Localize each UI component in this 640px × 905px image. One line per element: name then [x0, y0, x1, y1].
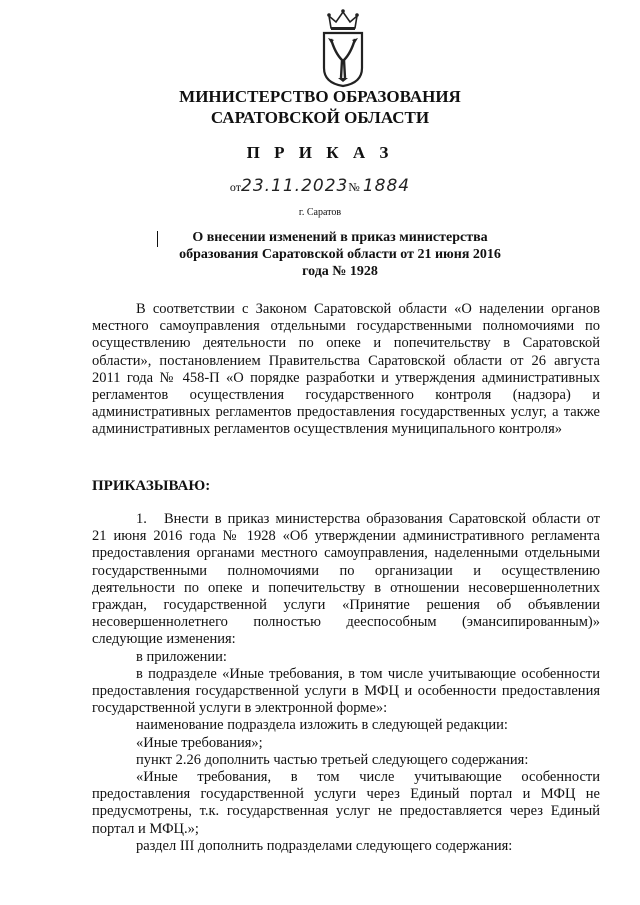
order-word: ПРИКАЗЫВАЮ:	[92, 478, 211, 494]
paragraph-rename: наименование подраздела изложить в следующей редакции:	[136, 717, 508, 734]
order-number: 1884	[362, 176, 411, 196]
item-1-text: Внести в приказ министерства образования Саратовской области от 21 июня 2016 года № 1928 «Об утверждении административного регламента предоставления органами местного самоуправления, наделенными отдельными государственными полномочиями по организации и осуществлению деятельности по опеке и попечительству в отношении несовершеннолетних граждан, государственной услуги «Принятие решения об объявлении несовершеннолетнего полностью дееспособным (эмансипированным)» следующие изменения:	[92, 511, 600, 648]
order-date: 23.11.2023	[241, 176, 349, 196]
paragraph-subsection: в подразделе «Иные требования, в том числе учитывающие особенности предоставления государственной услуги в МФЦ и особенности предоставления государственной услуги в электронной форме»:	[92, 665, 600, 717]
paragraph-new-name: «Иные требования»;	[136, 734, 263, 751]
number-prefix: №	[348, 180, 360, 194]
ministry-name	[0, 86, 640, 128]
order-title: П Р И К А З	[246, 143, 394, 162]
paragraph-quote: «Иные требования, в том числе учитывающие особенности предоставления государственной услуги через Единый портал и МФЦ не предусмотрены, т.к. государственная услуг не предоставляется через Единый портал и МФЦ.»;	[92, 769, 600, 837]
item-1	[92, 511, 600, 649]
subject-line-2: образования Саратовской области от 21 июня 2016	[179, 247, 501, 262]
saratov-coat-of-arms-icon	[318, 8, 368, 88]
subject-line-1: О внесении изменений в приказ министерства	[192, 230, 488, 245]
paragraph-section-3: раздел III дополнить подразделами следующего содержания:	[136, 837, 513, 854]
subject-line-3: года № 1928	[302, 264, 378, 279]
item-1-number: 1.	[136, 511, 147, 527]
order-subject	[160, 229, 520, 280]
date-prefix: от	[229, 180, 242, 194]
preamble	[92, 301, 600, 439]
date-number-line	[0, 176, 640, 196]
ministry-line-2: САРАТОВСКОЙ ОБЛАСТИ	[210, 108, 430, 127]
paragraph-appendix: в приложении:	[136, 648, 227, 665]
preamble-paragraph: В соответствии с Законом Саратовской области «О наделении органов местного самоуправления отдельными государственными полномочиями по осуществлению деятельности по опеке и попечительству в Саратовской области», постановлением Правительства Саратовской области от 26 августа 2011 года № 458-П «О порядке разработки и утверждения административных регламентов осуществления государственного контроля (надзора) и административных регламентов предоставления государственных услуг, а также административных регламентов осуществления муниципального контроля»	[92, 301, 600, 438]
city: г. Саратов	[298, 207, 342, 218]
paragraph-item-2-26: пункт 2.26 дополнить частью третьей следующего содержания:	[136, 751, 529, 768]
order-body	[92, 511, 600, 855]
ministry-line-1: МИНИСТЕРСТВО ОБРАЗОВАНИЯ	[179, 87, 461, 106]
text-cursor-mark	[157, 231, 158, 247]
